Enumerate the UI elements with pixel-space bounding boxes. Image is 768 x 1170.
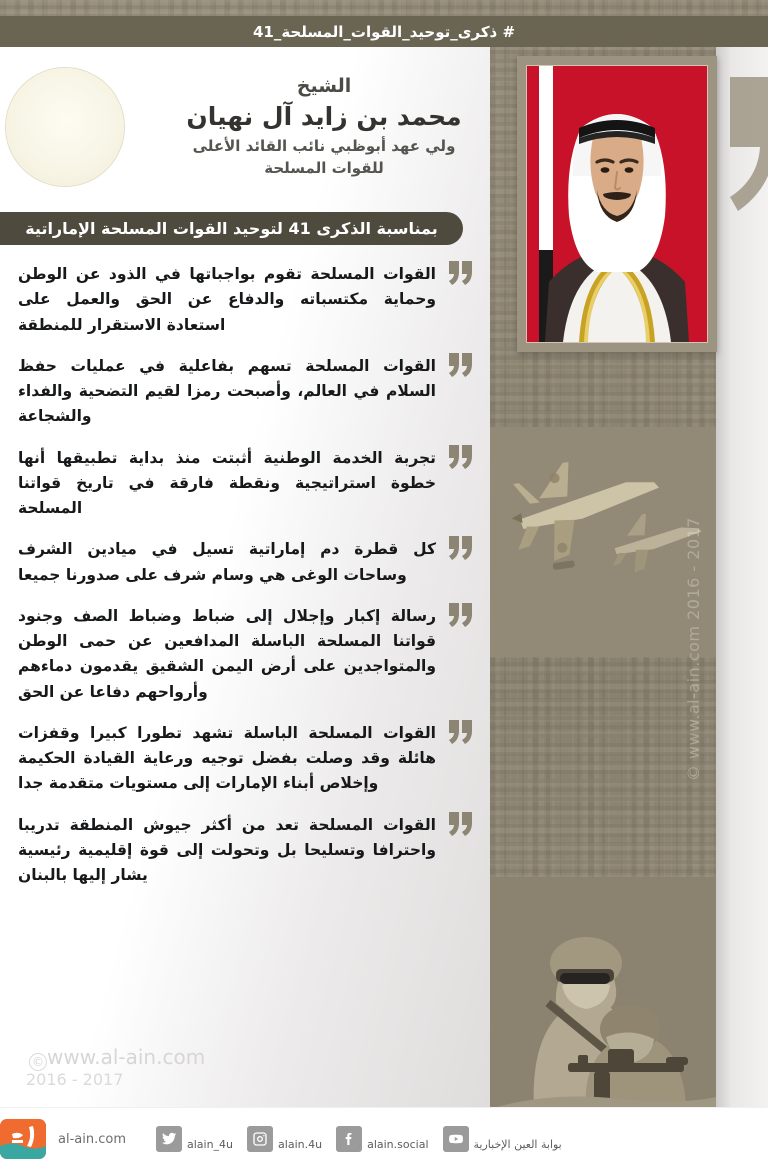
sheikh-label: الشيخ — [296, 75, 352, 98]
social-link-twitter[interactable] — [156, 1126, 233, 1152]
sheikh-mohamed-bin-zayed-portrait — [526, 65, 708, 343]
copyright-watermark — [26, 1046, 205, 1089]
quote-mark-icon — [448, 602, 474, 628]
occasion-ribbon — [0, 212, 463, 245]
quote-text: تجربة الخدمة الوطنية أثبتت منذ بداية تطبيقها أنها خطوة استراتيجية ونقطة فارقة في تاريخ قواتنا المسلحة — [18, 448, 436, 517]
instagram-icon — [247, 1126, 273, 1152]
quote-mark-icon — [448, 260, 474, 286]
sheikh-role-line-2: للقوات المسلحة — [264, 158, 384, 177]
uae-armed-forces-emblem — [6, 68, 124, 186]
quote-text: القوات المسلحة تقوم بواجباتها في الذود عن الوطن وحماية مكتسباته والدفاع عن الحق والعمل على استعادة الاستقرار للمنطقة — [18, 265, 436, 334]
quote-text: القوات المسلحة الباسلة تشهد تطورا كبيرا وقفزات هائلة وقد وصلت بفضل توجيه ورعاية القيادة الحكيمة وإخلاص أبناء الإمارات إلى مستويات متقدمة جدا — [18, 723, 436, 793]
jet-area-watermark: © www.al-ain.com 2016 - 2017 — [684, 517, 703, 782]
hashtag-bar — [0, 16, 768, 47]
hashtag-text: # ذكرى_توحيد_القوات_المسلحة_41 — [252, 22, 516, 41]
quote-item — [18, 604, 476, 705]
facebook-handle: alain.social — [367, 1137, 429, 1151]
social-link-instagram[interactable] — [247, 1126, 322, 1152]
decorative-quote-glyph — [726, 69, 768, 219]
quote-mark-icon — [448, 444, 474, 470]
watermark-years: 2016 - 2017 — [26, 1070, 124, 1089]
quote-item — [18, 721, 476, 797]
occasion-ribbon-text: بمناسبة الذكرى 41 لتوحيد القوات المسلحة الإماراتية — [25, 219, 438, 238]
quote-text: القوات المسلحة تسهم بفاعلية في عمليات حفظ السلام في العالم، وأصبحت رمزا لقيم التضحية والفداء والشجاعة — [18, 356, 436, 426]
footer-brand-area — [0, 1119, 140, 1159]
quote-mark-icon — [448, 352, 474, 378]
quote-item — [18, 354, 476, 430]
quote-text: القوات المسلحة تعد من أكثر جيوش المنطقة تدريبا واحترافا وتسليحا بل وتحولت إلى قوة إقليمية رئيسية يشار إليها بالبنان — [18, 815, 436, 884]
quote-item — [18, 537, 476, 588]
poster-header — [0, 47, 490, 207]
copyright-icon: © — [29, 1053, 47, 1071]
quote-item — [18, 813, 476, 889]
sheikh-role-line-1: ولي عهد أبوظبي نائب القائد الأعلى — [192, 137, 456, 156]
portrait-frame — [517, 56, 717, 352]
instagram-handle: alain.4u — [278, 1137, 323, 1151]
quote-text: كل قطرة دم إماراتية تسيل في ميادين الشرف وساحات الوغى هي وسام شرف على صدورنا جميعا — [18, 540, 436, 584]
watermark-site: www.al-ain.com — [47, 1045, 206, 1069]
twitter-handle: alain_4u — [186, 1137, 234, 1151]
sheikh-name: محمد بن زايد آل نهيان — [186, 101, 462, 131]
quote-mark-icon — [448, 719, 474, 745]
fighter-jets-photo — [490, 427, 716, 657]
quote-mark-icon — [448, 811, 474, 837]
quote-item — [18, 446, 476, 522]
youtube-channel-name: بوابة العين الإخبارية — [473, 1137, 562, 1151]
site-url[interactable]: al-ain.com — [58, 1131, 126, 1147]
quote-item — [18, 262, 476, 338]
twitter-icon — [156, 1126, 182, 1152]
facebook-icon — [336, 1126, 362, 1152]
social-link-youtube[interactable] — [443, 1126, 562, 1152]
footer-bottom-strip — [0, 1163, 768, 1170]
quote-mark-icon — [448, 535, 474, 561]
quotes-list — [0, 262, 490, 1062]
quote-text: رسالة إكبار وإجلال إلى ضباط وضباط الصف وجنود قواتنا المسلحة الباسلة المدافعين عن حمى الوطن والمتواجدين على أرض اليمن الشقيق يقدمون دماءهم وأرواحهم دفاعا عن الحق — [18, 606, 436, 701]
footer-bar — [0, 1107, 768, 1170]
al-ain-logo[interactable] — [0, 1119, 46, 1159]
media-rail — [490, 47, 768, 1107]
soldiers-photo — [490, 877, 716, 1109]
header-titles — [146, 75, 490, 179]
social-link-facebook[interactable] — [336, 1126, 428, 1152]
youtube-icon — [443, 1126, 469, 1152]
social-links — [140, 1126, 768, 1152]
